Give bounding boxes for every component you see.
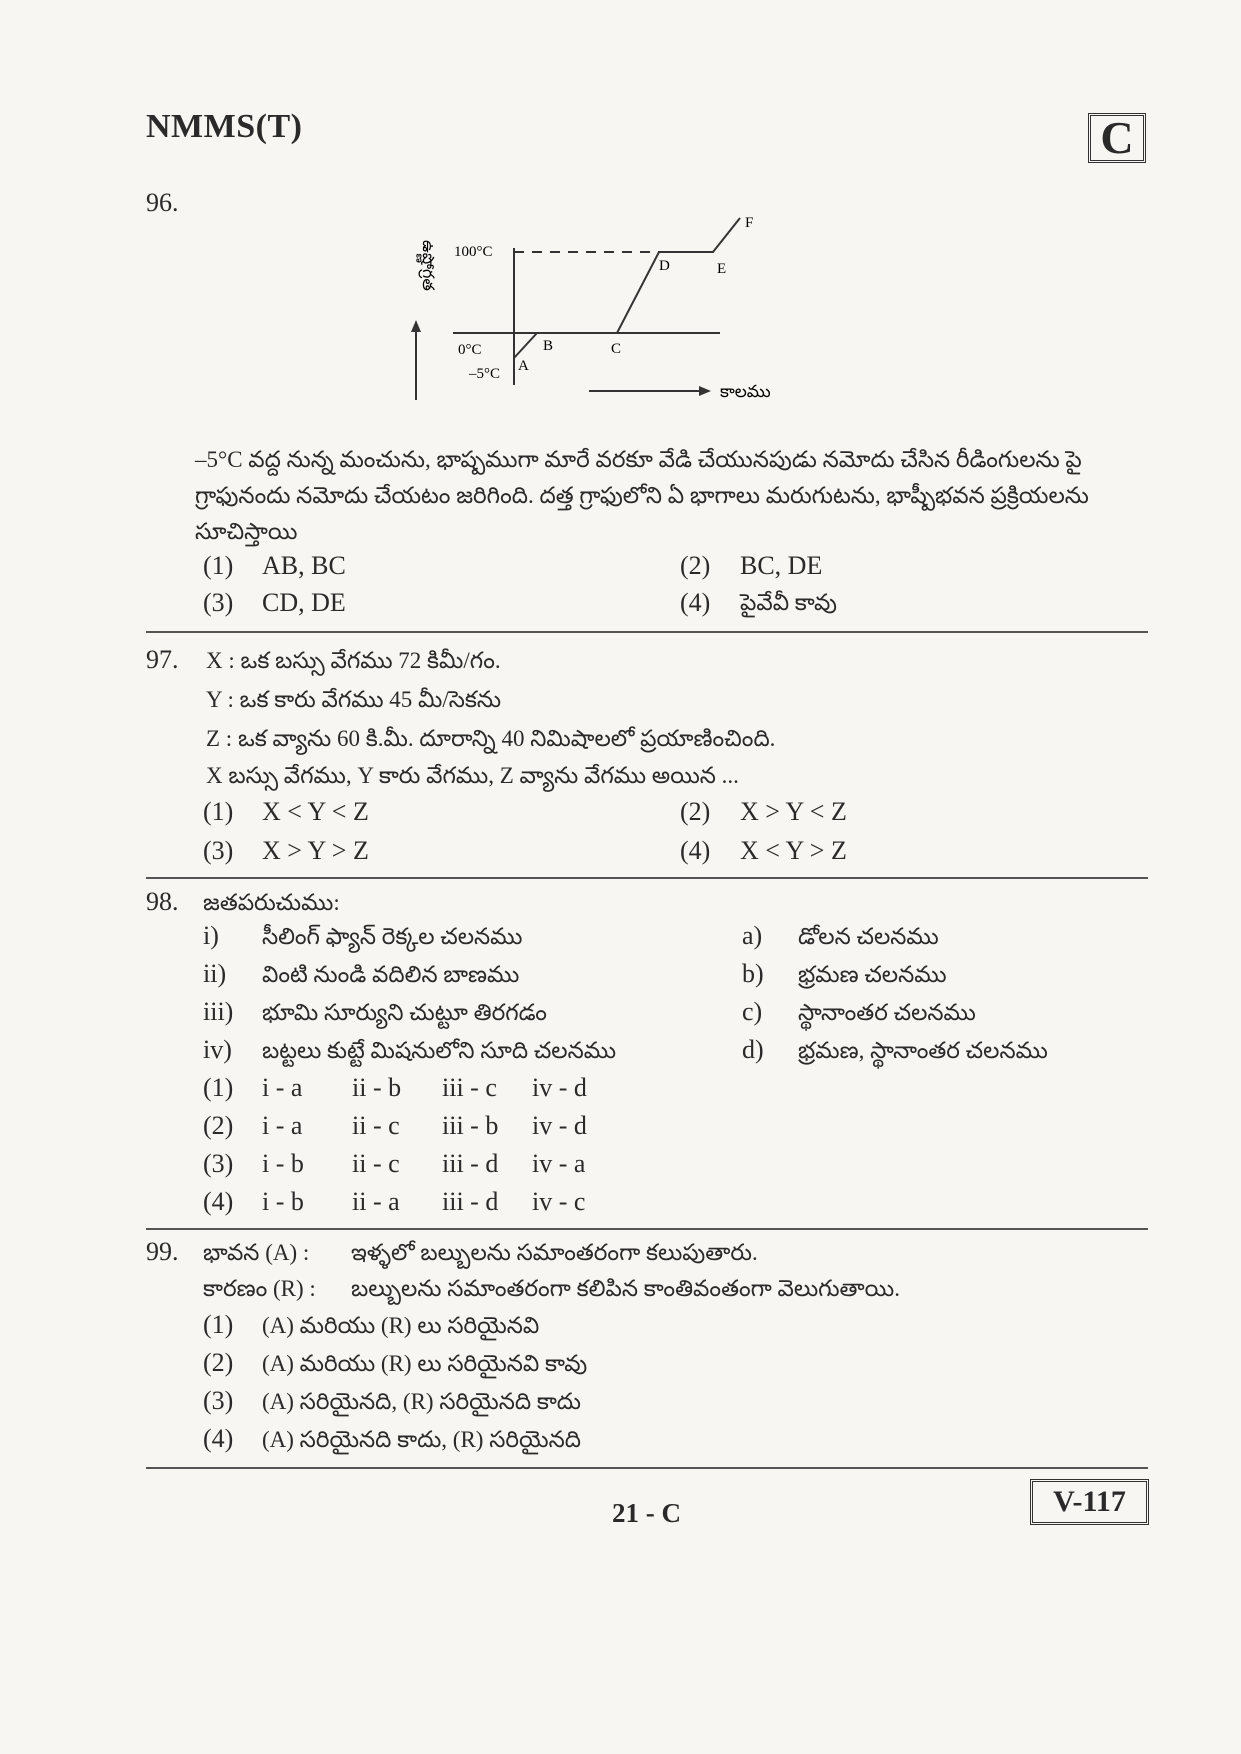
option-number: (1) <box>203 1073 234 1102</box>
match-left-text: బట్టలు కుట్టే మిషనులోని సూది చలనము <box>262 1038 617 1063</box>
graph-y-label: ఉష్ణోగ్రత <box>419 240 436 291</box>
option-number: (2) <box>680 551 711 580</box>
match-right-num: a) <box>742 921 763 950</box>
option-pair: i - a <box>262 1073 303 1102</box>
option-text: పైవేవీ కావు <box>740 590 837 615</box>
divider <box>146 1228 1148 1230</box>
option-number: (2) <box>203 1348 234 1377</box>
q98-intro: జతపరుచుము: <box>203 890 340 915</box>
option-text: (A) సరియైనది కాదు, (R) సరియైనది <box>262 1427 581 1452</box>
option-number: (1) <box>203 797 234 826</box>
booklet-code: V-117 <box>1030 1479 1149 1525</box>
match-right-text: భ్రమణ, స్థానాంతర చలనము <box>798 1038 1048 1063</box>
q96-text-line-3: సూచిస్తాయి <box>195 519 298 544</box>
divider <box>146 1467 1148 1469</box>
heating-curve-graph <box>395 208 815 408</box>
label-0c: 0°C <box>458 342 482 358</box>
q97-line-x: X : ఒక బస్సు వేగము 72 కిమీ/గం. <box>206 648 501 673</box>
option-number: (2) <box>203 1111 234 1140</box>
question-number: 96. <box>146 188 179 217</box>
option-text: CD, DE <box>262 588 346 617</box>
option-pair: ii - c <box>352 1111 400 1140</box>
option-number: (3) <box>203 588 234 617</box>
assertion-label: భావన (A) : <box>203 1240 310 1265</box>
option-pair: iii - b <box>442 1111 499 1140</box>
option-pair: iii - d <box>442 1149 499 1178</box>
option-pair: iii - d <box>442 1187 499 1216</box>
q97-line-question: X బస్సు వేగము, Y కారు వేగము, Z వ్యాను వేగము అయిన ... <box>206 763 739 788</box>
match-left-num: i) <box>203 921 219 950</box>
option-pair: ii - c <box>352 1149 400 1178</box>
option-number: (1) <box>203 551 234 580</box>
option-text: (A) మరియు (R) లు సరియైనవి <box>262 1313 540 1338</box>
q96-text-line-2: గ్రాఫునందు నమోదు చేయటం జరిగింది. దత్త గ్రాఫులోని ఏ భాగాలు మరుగుటను, భాష్పీభవన ప్రక్రియలను <box>195 483 1089 508</box>
q96-text-line-1: –5°C వద్ద నున్న మంచును, భాష్పముగా మారే వరకూ వేడి చేయునపుడు నమోదు చేసిన రీడింగులను పై <box>195 447 1082 472</box>
option-text: BC, DE <box>740 551 823 580</box>
option-pair: iv - d <box>532 1073 587 1102</box>
set-code-badge: C <box>1088 113 1146 163</box>
q97-line-y: Y : ఒక కారు వేగము 45 మీ/సెకను <box>206 687 502 712</box>
option-pair: i - b <box>262 1149 304 1178</box>
divider <box>146 631 1148 633</box>
option-pair: i - a <box>262 1111 303 1140</box>
option-text: (A) మరియు (R) లు సరియైనవి కావు <box>262 1351 588 1376</box>
option-number: (3) <box>203 1149 234 1178</box>
point-c: C <box>611 341 622 357</box>
match-left-num: ii) <box>203 959 227 988</box>
option-pair: ii - a <box>352 1187 400 1216</box>
q97-line-z: Z : ఒక వ్యాను 60 కి.మీ. దూరాన్ని 40 నిమిషాలలో ప్రయాణించింది. <box>206 726 776 751</box>
question-number: 98. <box>146 887 179 916</box>
option-pair: i - b <box>262 1187 304 1216</box>
point-b: B <box>543 338 554 354</box>
option-pair: iii - c <box>442 1073 497 1102</box>
option-text: AB, BC <box>262 551 346 580</box>
question-number: 99. <box>146 1237 179 1266</box>
match-right-num: c) <box>742 997 763 1026</box>
option-number: (4) <box>203 1424 234 1453</box>
match-left-text: సీలింగ్ ఫ్యాన్ రెక్కల చలనము <box>262 924 523 949</box>
match-right-num: b) <box>742 959 764 988</box>
option-number: (3) <box>203 1386 234 1415</box>
match-right-num: d) <box>742 1035 764 1064</box>
option-number: (4) <box>203 1187 234 1216</box>
option-text: X > Y > Z <box>262 836 369 865</box>
divider <box>146 877 1148 879</box>
match-left-num: iv) <box>203 1035 232 1064</box>
option-pair: ii - b <box>352 1073 402 1102</box>
reason-text: బల్బులను సమాంతరంగా కలిపిన కాంతివంతంగా వెలుగుతాయి. <box>351 1276 901 1301</box>
assertion-text: ఇళ్ళలో బల్బులను సమాంతరంగా కలుపుతారు. <box>351 1240 758 1265</box>
point-d: D <box>659 258 670 274</box>
x-arrow-head <box>699 386 711 396</box>
match-left-text: భూమి సూర్యుని చుట్టూ తిరగడం <box>262 1000 547 1025</box>
option-pair: iv - c <box>532 1187 586 1216</box>
point-f: F <box>745 215 754 231</box>
option-text: (A) సరియైనది, (R) సరియైనది కాదు <box>262 1389 581 1414</box>
page-number: 21 - C <box>612 1498 681 1528</box>
match-left-num: iii) <box>203 997 234 1026</box>
exam-title: NMMS(T) <box>146 108 303 145</box>
label-minus5c: –5°C <box>469 366 501 382</box>
point-e: E <box>717 261 727 277</box>
option-text: X < Y < Z <box>262 797 369 826</box>
option-pair: iv - a <box>532 1149 586 1178</box>
point-a: A <box>518 358 529 374</box>
match-right-text: డోలన చలనము <box>798 924 939 949</box>
option-text: X > Y < Z <box>740 797 847 826</box>
reason-label: కారణం (R) : <box>203 1276 316 1301</box>
match-right-text: భ్రమణ చలనము <box>798 962 947 987</box>
option-number: (1) <box>203 1310 234 1339</box>
option-text: X < Y > Z <box>740 836 847 865</box>
label-100c: 100°C <box>454 244 493 260</box>
match-left-text: వింటి నుండి వదిలిన బాణము <box>262 962 520 987</box>
option-number: (4) <box>680 836 711 865</box>
option-pair: iv - d <box>532 1111 587 1140</box>
option-number: (4) <box>680 588 711 617</box>
heating-curve <box>514 218 740 358</box>
question-number: 97. <box>146 645 179 674</box>
match-right-text: స్థానాంతర చలనము <box>798 1000 976 1025</box>
option-number: (2) <box>680 797 711 826</box>
y-arrow-head <box>411 320 421 332</box>
graph-x-label: కాలము <box>720 382 771 401</box>
option-number: (3) <box>203 836 234 865</box>
